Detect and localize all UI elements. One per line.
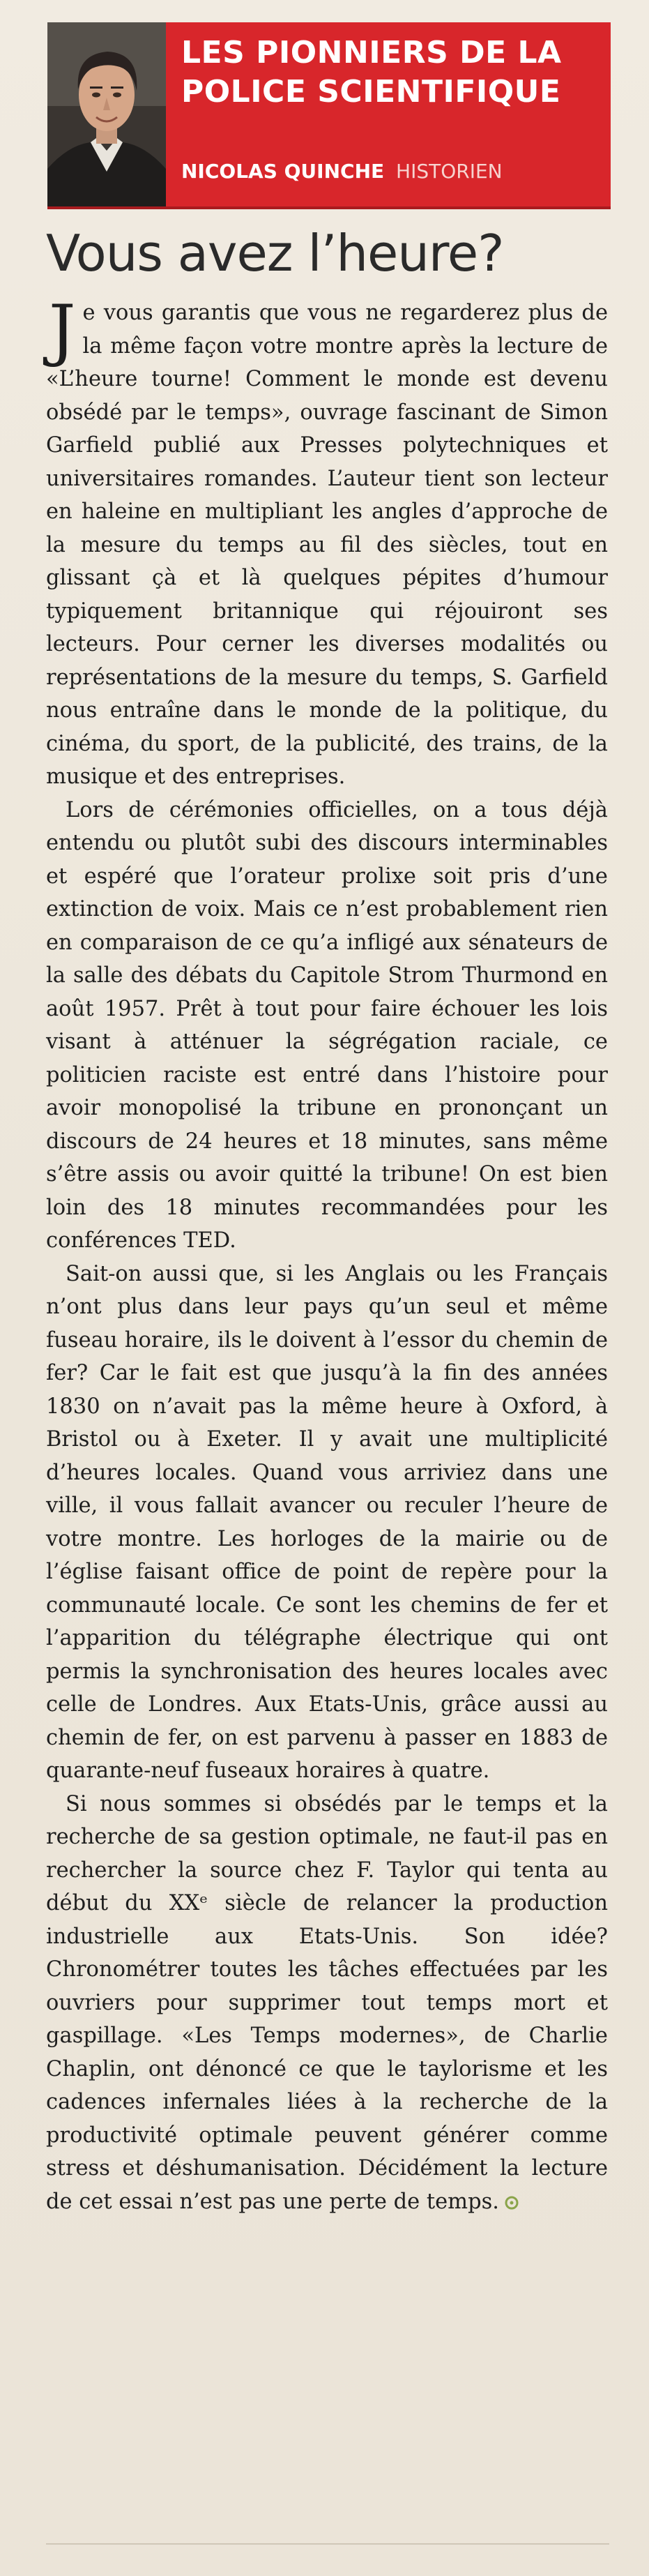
- column-title: LES PIONNIERS DE LA POLICE SCIENTIFIQUE: [181, 35, 562, 110]
- byline: [181, 159, 503, 184]
- end-circle-icon: [505, 2196, 519, 2210]
- author-portrait-icon: [47, 22, 166, 206]
- paragraph-text: Si nous sommes si obsédés par le temps et la recherche de sa gestion optimale, ne faut-il pas en rechercher la source chez F. Taylor qui tenta au début du XXᵉ siècle de relancer la production industrielle aux Etats-Unis. Son idée? Chronométrer toutes les tâches effectuées par les ouvriers pour supprimer tout temps mort et gaspillage. «Les Temps modernes», de Charlie Chaplin, ont dénoncé ce que le taylorisme et les cadences infernales liées à la recherche de la productivité optimale peuvent générer comme stress et déshumanisation. Décidément la lecture de cet essai n’est pas une perte de temps.: [46, 1791, 608, 2214]
- article-paragraph: Sait-on aussi que, si les Anglais ou les Français n’ont plus dans leur pays qu’un seul et même fuseau horaire, ils le doivent à l’essor du chemin de fer? Car le fait est que jusqu’à la fin des années 1830 on n’avait pas la même heure à Oxford, à Bristol ou à Exeter. Il y avait une multiplicité d’heures locales. Quand vous arriviez dans une ville, il vous fallait avancer ou reculer l’heure de votre montre. Les horloges de la mairie ou de l’église faisant office de point de repère pour la communauté locale. Ce sont les chemins de fer et l’apparition du télégraphe électrique qui ont permis la synchronisation des heures locales avec celle de Londres. Aux Etats-Unis, grâce aussi au chemin de fer, on est parvenu à passer en 1883 de quarante-neuf fuseaux horaires à quatre.: [46, 1261, 608, 1783]
- article-paragraph: Lors de cérémonies officielles, on a tous déjà entendu ou plutôt subi des discours interminables et espéré que l’orateur prolixe soit pris d’une extinction de voix. Mais ce n’est probablement rien en comparaison de ce qu’a infligé aux sénateurs de la salle des débats du Capitole Strom Thurmond en août 1957. Prêt à tout pour faire échouer les lois visant à atténuer la ségrégation raciale, ce politicien raciste est entré dans l’histoire pour avoir monopolisé la tribune en prononçant un discours de 24 heures et 18 minutes, sans même s’être assis ou avoir quitté la tribune! On est bien loin des 18 minutes recommandées pour les conférences TED.: [46, 797, 608, 1253]
- column-header: [47, 22, 611, 209]
- author-role: HISTORIEN: [396, 160, 503, 183]
- article-paragraph: [46, 291, 608, 794]
- paragraph-text: e vous garantis que vous ne regarderez plus de la même façon votre montre après la lecture de «L’heure tourne! Comment le monde est devenu obsédé par le temps», ouvrage fascinant de Simon Garfield publié aux Presses polytechniques et universitaires romandes. L’auteur tient son lecteur en haleine en multipliant les angles d’approche de la mesure du temps au fil des siècles, tout en glissant çà et là quelques pépites d’humour typiquement britannique qui réjouiront ses lecteurs. Pour cerner les diverses modalités ou représentations de la mesure du temps, S. Garfield nous entraîne dans le monde de la politique, du cinéma, du sport, de la publicité, des trains, de la musique et des entreprises.: [46, 301, 608, 789]
- article-body: [46, 291, 608, 2218]
- article-headline: Vous avez l’heure?: [46, 224, 504, 283]
- drop-cap: J: [49, 291, 76, 369]
- author-portrait: [47, 22, 166, 206]
- bottom-divider: [46, 2543, 609, 2545]
- author-name: NICOLAS QUINCHE: [181, 160, 385, 183]
- article-paragraph: [46, 1788, 608, 2219]
